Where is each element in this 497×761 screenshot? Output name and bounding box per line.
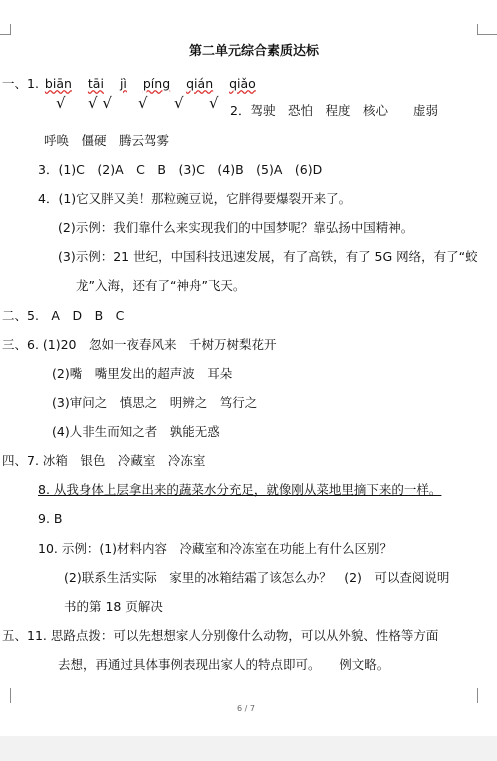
page-number: 6 / 7: [237, 704, 255, 713]
check-mark-5: √: [209, 94, 219, 112]
viewer-bottom-area: [0, 736, 497, 761]
crop-mark-top-right-h: [477, 34, 497, 35]
q8-answer: 8. 从我身体上层拿出来的蔬菜水分充足，就像刚从菜地里摘下来的一样。: [38, 482, 442, 497]
q4-answer-3a: (3)示例：21 世纪，中国科技迅速发展，有了高铁，有了 5G 网络，有了“蛟: [58, 249, 478, 264]
pinyin-3: jì: [119, 76, 127, 91]
crop-mark-top-left-v: [10, 24, 11, 35]
check-mark-4: √: [174, 94, 184, 112]
pinyin-2: tāi: [87, 76, 104, 91]
pinyin-1: biān: [44, 76, 72, 91]
check-mark-3: √: [138, 94, 148, 112]
q3-answer: 3．(1)C (2)A C B (3)C (4)B (5)A (6)D: [38, 162, 323, 177]
q4-answer-2: (2)示例：我们靠什么来实现我们的中国梦呢？靠弘扬中国精神。: [58, 220, 414, 235]
section2-answer: 二、5. A D B C: [2, 308, 125, 323]
check-mark-1: √: [56, 94, 66, 112]
section1-prefix: 一、1.: [2, 76, 39, 91]
q1-pinyin-line: [2, 76, 256, 92]
q10-answer-1: 10. 示例：(1)材料内容 冷藏室和冷冻室在功能上有什么区别？: [38, 541, 393, 556]
section5-line-2: 去想，再通过具体事例表现出家人的特点即可。 例文略。: [58, 657, 390, 672]
pinyin-6: qiǎo: [229, 76, 256, 91]
q10-answer-3: 书的第 18 页解决: [64, 599, 163, 614]
page-title: 第二单元综合素质达标: [189, 44, 320, 59]
crop-mark-bottom-left-v: [10, 688, 11, 703]
pinyin-4: píng: [142, 76, 171, 91]
section5-line-1: 五、11. 思路点拨：可以先想想家人分别像什么动物，可以从外貌、性格等方面: [2, 628, 439, 643]
section3-line-4: (4)人非生而知之者 孰能无惑: [52, 424, 220, 439]
crop-mark-top-right-v: [477, 24, 478, 35]
crop-mark-top-left-h: [0, 34, 10, 35]
q7-answer: 四、7. 冰箱 银色 冷藏室 冷冻室: [2, 453, 206, 468]
q2-answer: 2．驾驶 恐怕 程度 核心 虚弱: [230, 103, 438, 118]
q9-answer: 9. B: [38, 511, 63, 526]
pinyin-5: qián: [186, 76, 214, 91]
crop-mark-bottom-right-v: [477, 688, 478, 703]
section3-line-2: (2)嘴 嘴里发出的超声波 耳朵: [52, 366, 233, 381]
q4-answer-1: 4．(1)它又胖又美！那粒豌豆说，它胖得要爆裂开来了。: [38, 191, 352, 206]
q4-answer-3b: 龙”入海，还有了“神舟”飞天。: [76, 278, 246, 293]
q10-answer-2: (2)联系生活实际 家里的冰箱结霜了该怎么办？ (2) 可以查阅说明: [64, 570, 450, 585]
section3-line-3: (3)审问之 慎思之 明辨之 笃行之: [52, 395, 258, 410]
q2-answer-cont: 呼唤 僵硬 腾云驾雾: [44, 133, 170, 148]
section3-line-1: 三、6. (1)20 忽如一夜春风来 千树万树梨花开: [2, 337, 277, 352]
check-mark-2: √ √: [88, 94, 112, 112]
